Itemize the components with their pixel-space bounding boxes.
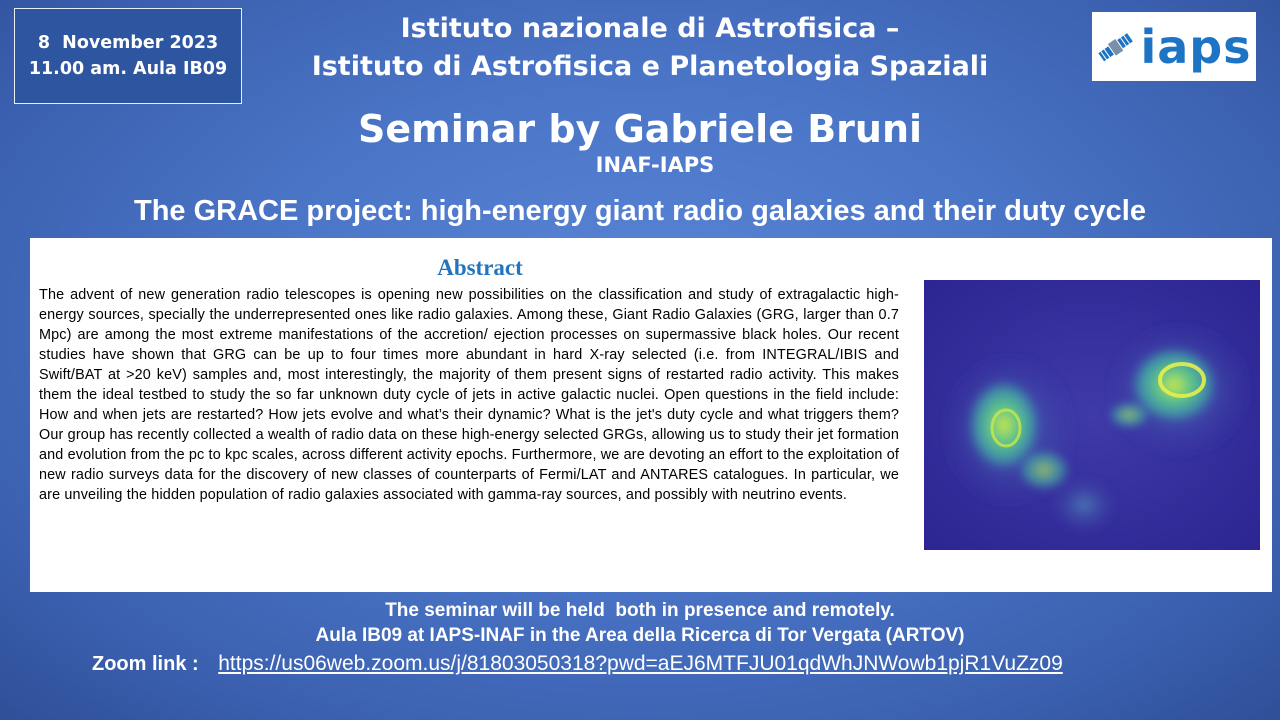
date-box (14, 8, 242, 104)
footer-line-2: Aula IB09 at IAPS-INAF in the Area della Ricerca di Tor Vergata (ARTOV) (315, 625, 965, 646)
institute-line-1: Istituto nazionale di Astrofisica – (400, 13, 900, 44)
zoom-label: Zoom link : (92, 653, 199, 675)
speaker-affiliation: INAF-IAPS (595, 153, 715, 177)
seminar-time-place: 11.00 am. Aula IB09 (28, 59, 228, 79)
footer-info (0, 598, 1280, 648)
institute-line-2: Istituto di Astrofisica e Planetologia Spaziali (311, 51, 989, 82)
radio-galaxy-image (924, 280, 1260, 550)
abstract-heading: Abstract (437, 255, 523, 280)
seminar-title: Seminar by Gabriele Bruni (357, 107, 923, 151)
footer-line-1: The seminar will be held both in presence and remotely. (385, 600, 895, 621)
seminar-date: 8 November 2023 (37, 33, 219, 53)
zoom-link[interactable]: https://us06web.zoom.us/j/81803050318?pwd=aEJ6MTFJU01qdWhJNWowb1pjR1VuZz09 (218, 652, 1063, 675)
satellite-icon (1096, 25, 1136, 69)
institute-header (250, 10, 1050, 86)
abstract-body: The advent of new generation radio telescopes is opening new possibilities on the classification and study of extragalactic high-energy sources, specially the underrepresented ones like radio galaxies. Among these, Giant Radio Galaxies (GRG, larger than 0.7 Mpc) are among the most extreme manifestations of the accretion/ ejection processes on supermassive black holes. Our recent studies have shown that GRG can be up to four times more abundant in hard X-ray selected (i.e. from INTEGRAL/IBIS and Swift/BAT at >20 keV) samples and, most interestingly, the majority of them present signs of restarted radio activity. This makes them the ideal testbed to study the so far unknown duty cycle of jets in active galactic nuclei. Open questions in the field include: How and when jets are restarted? How jets evolve and what’s their dynamic? What is the jet's duty cycle and what triggers them? Our group has recently collected a wealth of radio data on these high-energy selected GRGs, allowing us to study their jet formation and evolution from the pc to kpc scales, across different activity epochs. Furthermore, we are devoting an effort to the exploitation of new radio surveys data for the discovery of new classes of counterparts of Fermi/LAT and ANTARES catalogues. In particular, we are unveiling the hidden population of radio galaxies associated with gamma-ray sources, and possibly with neutrino events. (39, 287, 899, 503)
abstract-panel (30, 238, 1272, 592)
iaps-logo (1092, 12, 1256, 81)
logo-text: iaps (1140, 19, 1252, 74)
talk-title: The GRACE project: high-energy giant radio galaxies and their duty cycle (134, 195, 1146, 227)
zoom-row (92, 652, 1063, 676)
